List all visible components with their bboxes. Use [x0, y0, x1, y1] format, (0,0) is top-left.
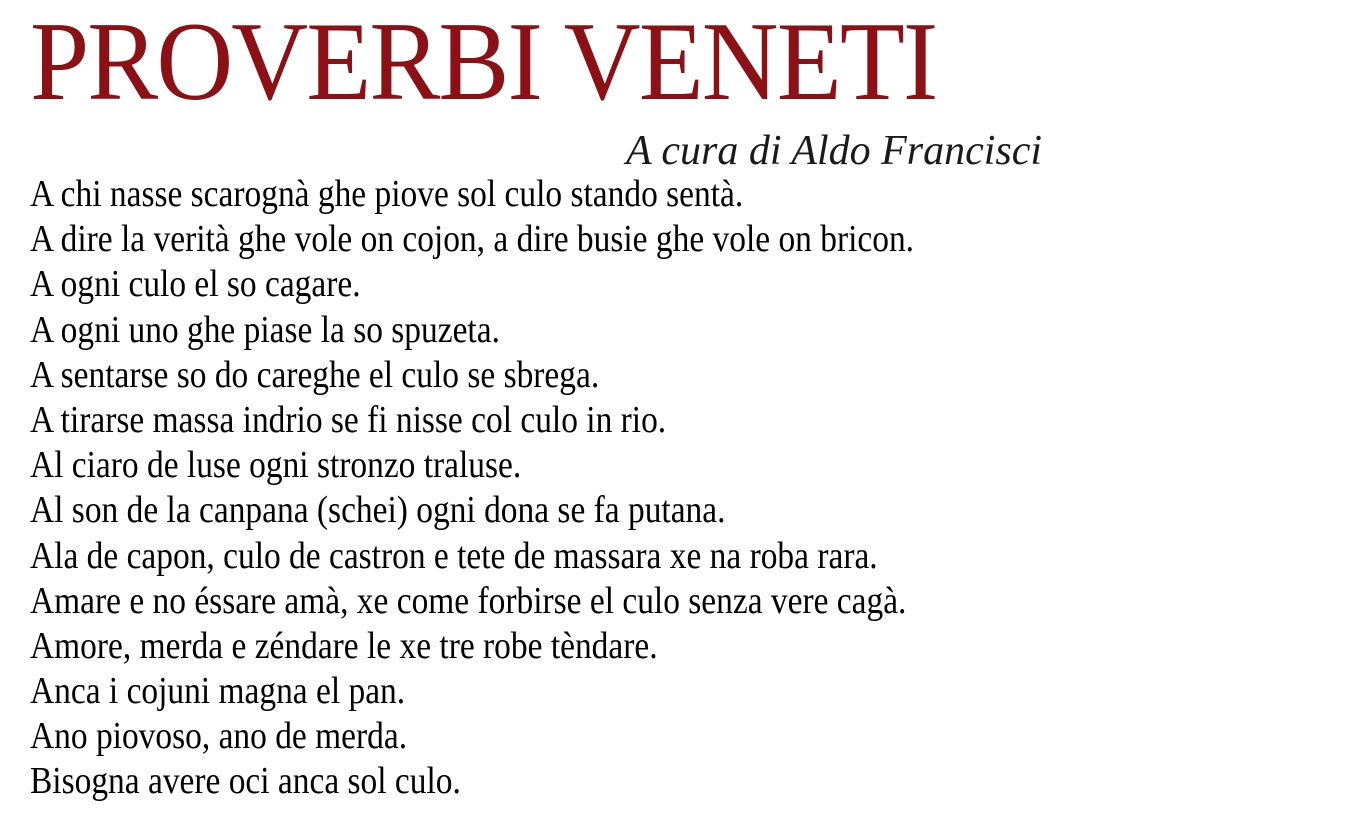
proverb-item: Al ciaro de luse ogni stronzo traluse. — [30, 444, 522, 487]
proverb-item: A ogni uno ghe piase la so spuzeta. — [30, 308, 500, 351]
proverb-item: Amore, merda e zéndare le xe tre robe tèndare. — [30, 624, 658, 667]
proverb-item: A tirarse massa indrio se fi nisse col culo in rio. — [30, 398, 667, 441]
proverb-item: Al son de la canpana (schei) ogni dona se fa putana. — [30, 489, 726, 532]
page-title: PROVERBI VENETI — [30, 0, 937, 124]
proverb-list — [30, 172, 1035, 805]
proverb-item: Bisogna avere oci anca sol culo. — [30, 760, 461, 803]
proverb-item: Amare e no éssare amà, xe come forbirse el culo senza vere cagà. — [30, 579, 907, 622]
proverb-item: Ano piovoso, ano de merda. — [30, 715, 408, 758]
page-subtitle: A cura di Aldo Francisci — [626, 128, 1043, 174]
proverb-item: A dire la verità ghe vole on cojon, a dire busie ghe vole on bricon. — [30, 218, 915, 261]
proverb-item: A chi nasse scarognà ghe piove sol culo stando sentà. — [30, 173, 744, 215]
proverb-item: A sentarse so do careghe el culo se sbrega. — [30, 353, 600, 396]
proverb-item: A ogni culo el so cagare. — [30, 263, 361, 306]
proverb-item: Ala de capon, culo de castron e tete de massara xe na roba rara. — [30, 534, 878, 577]
proverb-item: Anca i cojuni magna el pan. — [30, 670, 406, 713]
